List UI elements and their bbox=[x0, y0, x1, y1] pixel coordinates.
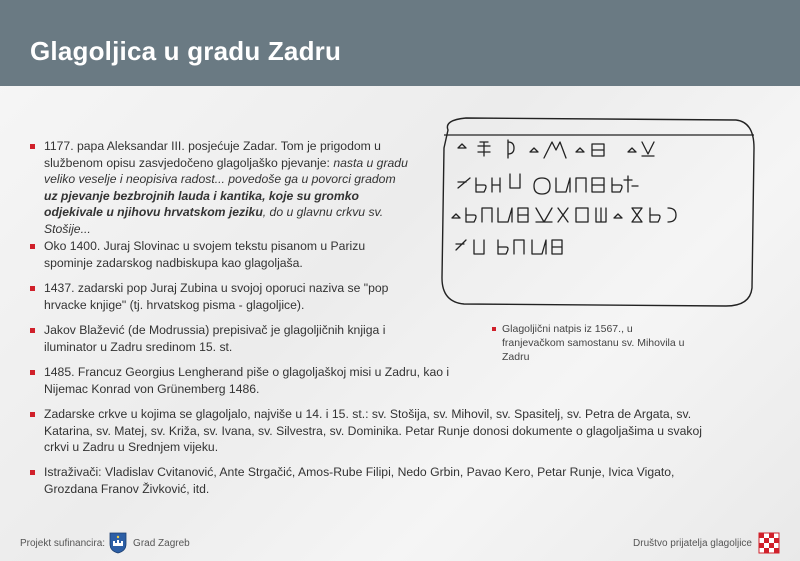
list-item: Istraživači: Vladislav Cvitanović, Ante Strgačić, Amos-Rube Filipi, Nedo Grbin, Pavao Kero, Petar Runje, Ivica Vigato, Grozdana Franov Živković, itd. bbox=[30, 464, 730, 497]
footer-organization bbox=[633, 532, 780, 554]
society-logo-icon bbox=[758, 532, 780, 554]
bullet-quote: nasta u gradu veliko veselje i neopisiva radost... povedoše ga u povorci gradom bbox=[44, 155, 408, 186]
image-caption: Glagoljični natpis iz 1567., u franjevačkom samostanu sv. Mihovila u Zadru bbox=[492, 322, 692, 364]
footer-sponsor bbox=[20, 532, 190, 554]
organization-name: Društvo prijatelja glagoljice bbox=[633, 537, 752, 549]
bullet-quote-end: , do u glavnu crkvu sv. Stošije... bbox=[44, 205, 384, 236]
bullet-text: 1177. papa Aleksandar III. posjećuje Zadar. Tom je prigodom u službenom opisu zasvjedočeno glagoljaško pjevanje: bbox=[44, 139, 381, 170]
sponsor-name: Grad Zagreb bbox=[133, 537, 190, 549]
zagreb-crest-icon bbox=[109, 532, 127, 554]
header-bar bbox=[0, 0, 800, 86]
list-item: 1485. Francuz Georgius Lengherand piše o glagoljaškoj misi u Zadru, kao i Nijemac Konrad von Grünemberg 1486. bbox=[30, 364, 450, 397]
list-item: Oko 1400. Juraj Slovinac u svojem tekstu pisanom u Parizu spominje zadarskog nadbiskupa kao glagoljaša. bbox=[30, 238, 410, 271]
bullet-quote-bold: uz pjevanje bezbrojnih lauda i kantika, koje su gromko odjekivale u njihovu hrvatskom jeziku bbox=[44, 188, 359, 219]
list-item: Zadarske crkve u kojima se glagoljalo, najviše u 14. i 15. st.: sv. Stošija, sv. Mihovil, sv. Spasitelj, sv. Petra de Argata, sv. Katarina, sv. Matej, sv. Križa, sv. Ivana, sv. Silvestra, sv. Dominika. Petar Runje donosi dokumente o glagoljašima u svakoj crkvi u Zadru u Srednjem vijeku. bbox=[30, 406, 730, 456]
list-item: Jakov Blažević (de Modrussia) prepisivač je glagoljičnih knjiga i iluminator u Zadru sredinom 15. st. bbox=[30, 322, 410, 355]
project-label: Projekt sufinancira: bbox=[20, 537, 106, 549]
list-item: 1437. zadarski pop Juraj Zubina u svojoj oporuci naziva se "pop hrvacke knjige" (tj. hrvatskog pisma - glagoljice). bbox=[30, 280, 410, 313]
page-title: Glagoljica u gradu Zadru bbox=[30, 36, 342, 66]
glagolitic-inscription-image bbox=[436, 108, 756, 308]
list-item bbox=[30, 138, 410, 237]
